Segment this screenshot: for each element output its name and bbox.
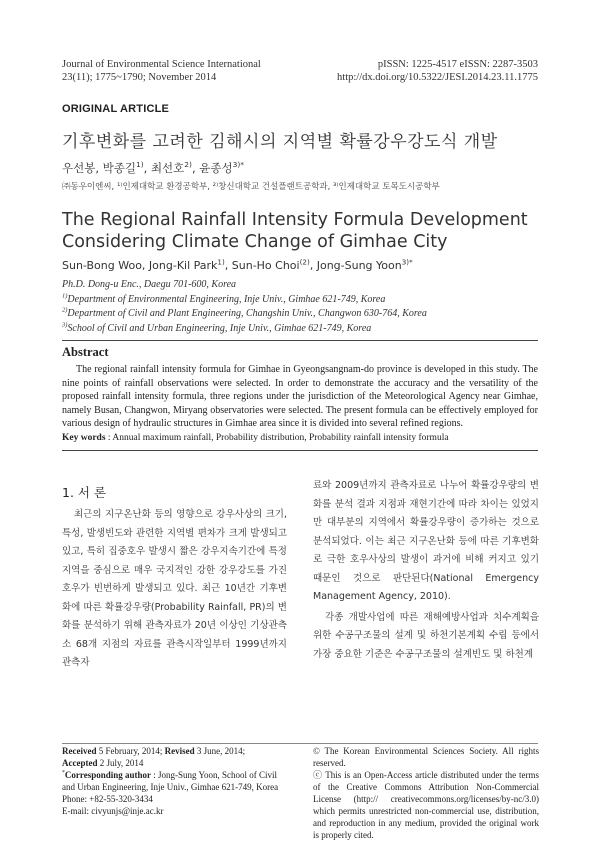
english-title: The Regional Rainfall Intensity Formula Development Considering Climate Change of Gimhae City — [62, 210, 528, 252]
divider — [62, 743, 538, 744]
korean-authors: 우선봉, 박종길$^{1)}$, 최선호$^{2)}$, 윤종성$^{3)*}$ — [62, 160, 244, 175]
email[interactable]: E-mail: civyunjs@inje.ac.kr — [62, 806, 164, 816]
corresponding-author: *Corresponding author : Jong-Sung Yoon, School of Civil and Urban Engineering, Inje Univ., Gimhae 621-749, Korea — [62, 770, 279, 792]
author: Sun-Ho Choi — [231, 259, 300, 272]
right-column — [313, 477, 539, 664]
korean-affiliations: ㈜동우이엔씨, ¹⁾인제대학교 환경공학부, ²⁾창신대학교 건설플랜트공학과, ³⁾인제대학교 토목도시공학부 — [62, 182, 440, 192]
affiliation: Ph.D. Dong-u Enc., Daegu 701-600, Korea — [62, 279, 237, 290]
author: Jong-Sung Yoon — [316, 259, 402, 272]
section-heading: 1. 서 론 — [62, 485, 107, 500]
english-affiliations — [62, 278, 427, 336]
license-block — [313, 745, 539, 841]
cc-icon: ⓒ — [313, 770, 323, 780]
abstract-text: The regional rainfall intensity formula for Gimhae in Gyeongsangnam-do province is developed in this study. The nine points of rainfall observations were selected. In order to demonstrate the accuracy and the versatility of the proposed rainfall intensity formula, three regions under the jurisdiction of the Meteorological Agency near Gimhae, namely Busan, Changwon, Miryang observatories were selected. The present formula can be effectively employed for various design of hydraulic structures in Gimhae area since it is divided into several refined regions. — [62, 364, 538, 430]
author: 박종길 — [102, 161, 136, 175]
author: Sun-Bong Woo — [62, 259, 142, 272]
issn-doi — [337, 58, 538, 84]
affiliation: $^{1)}$Department of Environmental Engineering, Inje Univ., Gimhae 621-749, Korea — [62, 292, 386, 305]
affiliation: $^{3)}$School of Civil and Urban Engineering, Inje Univ., Gimhae 621-749, Korea — [62, 321, 372, 334]
paragraph: 료와 2009년까지 관측자료로 나누어 확률강우량의 변화를 분석 결과 지점과 재현기간에 따라 차이는 있었지만 대부분의 지역에서 확률강우량이 증가하는 것으로 분석되었다. 이는 최근 지구온난화 등에 따른 기후변화로 극한 호우사상의 발생이 과거에 비해 커지고 있기 때문인 것으로 판단된다(National Emergency Management Agency, 2010). — [313, 480, 539, 602]
copyright: © The Korean Environmental Sciences Society. All rights reserved. — [313, 746, 539, 768]
author: Jong-Kil Park — [148, 259, 218, 272]
journal-header — [62, 58, 261, 84]
author: 우선봉 — [62, 161, 96, 175]
author: 최선호 — [150, 161, 185, 175]
doi-link[interactable]: http://dx.doi.org/10.5322/JESI.2014.23.11.1775 — [337, 72, 538, 83]
copyright-icon: © — [313, 746, 320, 756]
issn: pISSN: 1225-4517 eISSN: 2287-3503 — [377, 59, 538, 70]
author: 윤종성 — [199, 161, 233, 175]
paragraph: 각종 개발사업에 따른 재해예방사업과 치수계획을 위한 수공구조물의 설계 및 하천기본계획 수립 등에서 가장 중요한 기준은 수공구조물의 설계빈도 및 하천계 — [313, 611, 539, 660]
article-type: ORIGINAL ARTICLE — [62, 103, 170, 115]
divider — [62, 340, 538, 341]
korean-title: 기후변화를 고려한 김해시의 지역별 확률강우강도식 개발 — [62, 132, 498, 152]
paragraph: 최근의 지구온난화 등의 영향으로 강우사상의 크기, 특성, 발생빈도와 관련한 지역별 편차가 크게 발생되고 있고, 특히 집중호우 발생시 짧은 강우지속기간에 특정 지역을 중심으로 매우 국지적인 강한 강우강도를 가진 호우가 빈번하게 발생되고 있다. 최근 10년간 기후변화에 따른 확률강우량(Probability Rainfall, PR)의 변화를 분석하기 위해 관측자료가 20년 이상인 기상관측소 68개 지점의 자료를 관측시작일부터 1999년까지 관측자 — [62, 509, 287, 668]
article-history: Received 5 February, 2014; Revised 3 June, 2014; Accepted 2 July, 2014 *Corresponding author : Jong-Sung Yoon, School of Civil and Urban Engineering, Inje Univ., Gimhae 621-749, Korea Phone: +82-55-320-3434 E-mail: civyunjs@inje.ac.kr — [62, 745, 288, 817]
divider — [62, 450, 538, 451]
journal-volume: 23(11); 1775~1790; November 2014 — [62, 72, 217, 83]
left-column — [62, 506, 287, 673]
journal-name: Journal of Environmental Science International — [62, 59, 261, 70]
license-text: ⓒ This is an Open-Access article distributed under the terms of the Creative Commons Attribution Non-Commercial License (http:// creativecommons.org/licenses/by-nc/3.0) which permits unrestricted non-commercial use, distribution, and reproduction in any medium, provided the original work is properly cited. — [313, 770, 539, 840]
phone: Phone: +82-55-320-3434 — [62, 794, 153, 804]
keywords: Key words : Annual maximum rainfall, Probability distribution, Probability rainfall intensity formula — [62, 433, 449, 443]
english-authors: Sun-Bong Woo, Jong-Kil Park$^{1)}$, Sun-Ho Choi$^{(2)}$, Jong-Sung Yoon$^{3)*}$ — [62, 257, 413, 272]
affiliation: $^{2)}$Department of Civil and Plant Engineering, Changshin Univ., Changwon 630-764, Korea — [62, 306, 427, 319]
abstract-heading: Abstract — [62, 345, 109, 359]
